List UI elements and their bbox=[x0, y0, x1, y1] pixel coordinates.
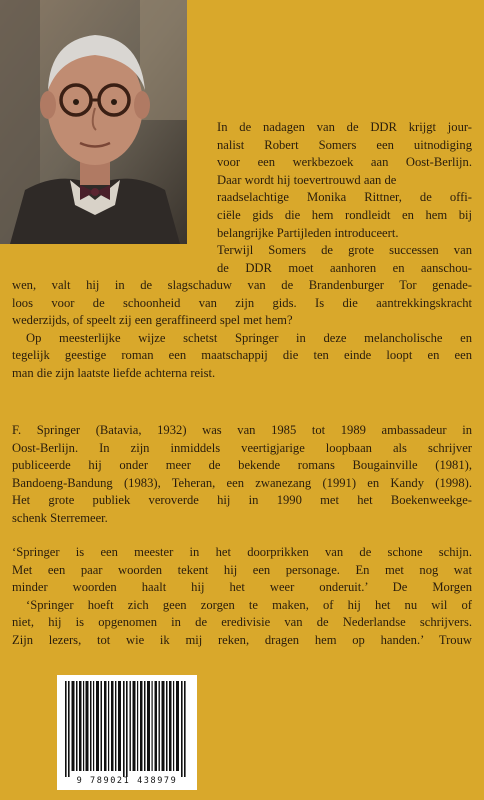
quote-line: Zijn lezers, tot wie ik mij reken, dragen hem op handen.’ Trouw bbox=[12, 632, 472, 647]
barcode-bars bbox=[65, 681, 186, 777]
bio-line: Oost-Berlijn. In zijn inmiddels veertigjarige loopbaan als schrijver bbox=[12, 440, 472, 455]
quote-line: Met een paar woorden tekent hij een personage. En met nog wat bbox=[12, 562, 472, 577]
blurb-line: Op meesterlijke wijze schetst Springer in deze melancholische en bbox=[26, 330, 472, 345]
blurb-line: raadselachtige Monika Rittner, de offi- bbox=[217, 190, 472, 205]
bio-line: F. Springer (Batavia, 1932) was van 1985 tot 1989 ambassadeur in bbox=[12, 423, 472, 437]
blurb-paragraph bbox=[217, 119, 472, 277]
blurb-line: tegelijk geestige roman een maatschappij die ten einde loopt en een bbox=[12, 348, 472, 363]
quote-line: ‘Springer is een meester in het doorprikken van de schone schijn. bbox=[12, 545, 472, 559]
blurb-line: belangrijke Partijleden introduceert. bbox=[217, 225, 399, 240]
bio-line: Het grote publiek veroverde hij in 1990 met het Boekenweekge- bbox=[12, 493, 472, 508]
blurb-line: In de nadagen van de DDR krijgt jour- bbox=[217, 120, 472, 134]
blurb-line: man die zijn laatste liefde achterna reist. bbox=[12, 365, 216, 380]
blurb-line: voor een werkbezoek aan Oost-Berlijn. bbox=[217, 155, 472, 170]
blurb-line: Daar wordt hij toevertrouwd aan de bbox=[217, 172, 397, 187]
blurb-paragraph-wide bbox=[12, 277, 472, 383]
blurb-line: de DDR moet aanhoren en aanschou- bbox=[217, 260, 472, 275]
bio-line: publiceerde hij onder meer de bekende romans Bougainville (1981), bbox=[12, 458, 472, 473]
isbn-barcode bbox=[57, 675, 197, 790]
blurb-line: wen, valt hij in de slagschaduw van de Brandenburger Tor genade- bbox=[12, 278, 472, 292]
author-photo bbox=[0, 0, 187, 244]
blurb-line: Terwijl Somers de grote successen van bbox=[217, 243, 472, 258]
bio-paragraph bbox=[12, 422, 472, 528]
quote-line: minder woorden haalt hij het weer onderuit.’ De Morgen bbox=[12, 580, 472, 595]
blurb-line: loos voor de schoonheid van zijn gids. Is die aantrekkingskracht bbox=[12, 295, 472, 310]
blurb-line: nalist Robert Somers een uitnodiging bbox=[217, 137, 472, 152]
quote-line: niet, hij is opgenomen in de eredivisie van de Nederlandse schrijvers. bbox=[12, 615, 472, 630]
quotes-paragraph bbox=[12, 544, 472, 650]
bio-line: Bandoeng-Bandung (1983), Teheran, een zwanezang (1991) en Kandy (1998). bbox=[12, 475, 472, 490]
quote-line: ‘Springer hoeft zich geen zorgen te maken, of hij het nu wil of bbox=[26, 597, 472, 612]
blurb-line: wederzijds, of speelt zij een geraffineerd spel met hem? bbox=[12, 313, 293, 328]
author-portrait-icon bbox=[0, 0, 187, 244]
barcode-icon bbox=[57, 675, 197, 790]
isbn-digits: 9 789021 438979 bbox=[76, 776, 178, 786]
bio-line: schenk Sterremeer. bbox=[12, 510, 108, 525]
blurb-line: ciële gids die hem rondleidt en hem bij bbox=[217, 207, 472, 222]
